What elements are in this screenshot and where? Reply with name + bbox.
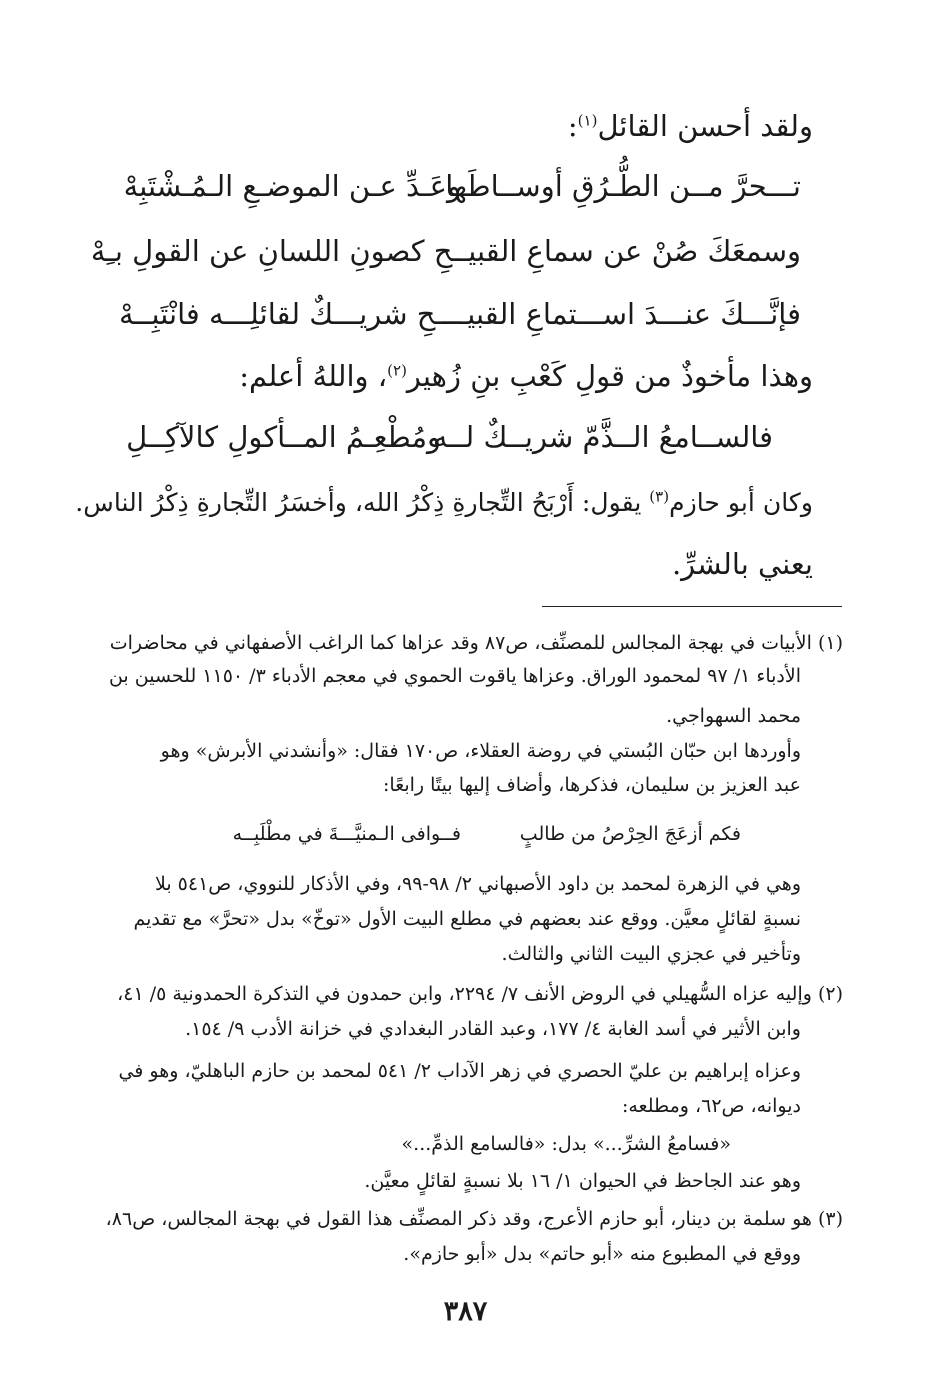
kaab-text-end: ، واللهُ أعلم: (239, 359, 388, 393)
footnote-line-12: ديوانه، ص٦٢، ومطلعه: (621, 1095, 801, 1117)
intro-line (567, 109, 813, 143)
verse-2-first-hemistich: وسمعَكَ صُنْ عن سماعِ القبيــ (451, 234, 801, 268)
footnote-line-3: محمد السهواجي. (666, 705, 801, 727)
verse-2-second-hemistich: ـحِ كصونِ اللسانِ عن القولِ بـِهْ (90, 234, 461, 268)
footnote-verse-second-hemistich: فــوافى الـمنيَّـــةَ في مطْلَبِــه (232, 823, 461, 845)
intro-text: ولقد أحسن القائل (597, 109, 813, 143)
footnote-ref-3[interactable]: (٣) (649, 487, 670, 506)
footnote-line-11: وعزاه إبراهيم بن عليّ الحصري في زهر الآداب ٢/ ٥٤١ لمحمد بن حازم الباهليّ، وهو في (118, 1060, 801, 1082)
kaab-text: وهذا مأخوذٌ من قولِ كَعْبِ بنِ زُهير (406, 359, 813, 393)
verse-1-first-hemistich: تـــحرَّ مــن الطُّـرُقِ أوســاطَها (445, 169, 801, 203)
verse-1-second-hemistich: وعَـدِّ عـن الموضـعِ الـمُـشْتَبِهْ (123, 169, 461, 203)
footnote-verse-first-hemistich: فكم أزعَجَ الحِرْصُ من طالبٍ (519, 823, 741, 845)
abu-hazim-quote: يقول: أَرْبَحُ التِّجارةِ ذِكْرُ الله، وأخسَرُ التِّجارةِ ذِكْرُ الناس. (75, 488, 650, 517)
footnote-line-13: «فسامعُ الشرِّ...» بدل: «فالسامع الذمِّ...» (401, 1133, 731, 1155)
footnote-line-10: وابن الأثير في أسد الغابة ٤/ ١٧٧، وعبد القادر البغدادي في خزانة الأدب ٩/ ١٥٤. (185, 1018, 801, 1040)
kaab-verse-second-hemistich: ومُطْعِـمُ المــأكولِ كالآكِــلِ (126, 420, 441, 454)
abu-hazim-text: وكان أبو حازم (669, 488, 813, 517)
footnote-line-9: (٢) وإليه عزاه السُّهيلي في الروض الأنف ٧/ ٢٢٩٤، وابن حمدون في التذكرة الحمدونية ٥/ ٤١، (117, 983, 843, 1005)
verse-3-second-hemistich: ـــحِ شريـــكٌ لقائلِـــه فانْتَبِــهْ (118, 297, 461, 331)
verse-3-first-hemistich: فإنَّـــكَ عنـــدَ اســـتماعِ القبيـــ (441, 297, 801, 331)
footnote-line-2: الأدباء ١/ ٩٧ لمحمود الوراق. وعزاها ياقوت الحموي في معجم الأدباء ٣/ ١١٥٠ للحسين بن (108, 665, 801, 687)
page-number: ٣٨٧ (443, 1296, 488, 1327)
footnote-line-7: نسبةٍ لقائلٍ معيَّن. ووقع عند بعضهم في مطلع البيت الأول «توخّ» بدل «تحرَّ» مع تقديم (133, 908, 801, 930)
footnote-line-6: وهي في الزهرة لمحمد بن داود الأصبهاني ٢/ ٩٨-٩٩، وفي الأذكار للنووي، ص٥٤١ بلا (155, 873, 801, 895)
footnote-line-16: ووقع في المطبوع منه «أبو حاتم» بدل «أبو حازم». (403, 1243, 801, 1265)
kaab-verse-first-hemistich: فالســامعُ الــذَّمّ شريــكٌ لــه (432, 420, 773, 454)
kaab-attribution-line (239, 359, 813, 393)
footnote-line-8: وتأخير في عجزي البيت الثاني والثالث. (501, 943, 801, 965)
footnote-line-14: وهو عند الجاحظ في الحيوان ١/ ١٦ بلا نسبةٍ لقائلٍ معيَّن. (364, 1170, 801, 1192)
footnote-line-5: عبد العزيز بن سليمان، فذكرها، وأضاف إليها بيتًا رابعًا: (383, 774, 801, 796)
footnote-line-4: وأوردها ابن حبّان البُستي في روضة العقلاء، ص١٧٠ فقال: «وأنشدني الأبرش» وهو (160, 740, 801, 762)
footnote-separator (542, 606, 842, 607)
intro-colon: : (567, 109, 578, 143)
footnote-ref-2[interactable]: (٢) (387, 361, 407, 380)
footnote-line-15: (٣) هو سلمة بن دينار، أبو حازم الأعرج، وقد ذكر المصنِّف هذا القول في بهجة المجالس، ص٨٦، (105, 1208, 843, 1230)
footnote-ref-1[interactable]: (١) (577, 111, 598, 130)
abu-hazim-line (75, 487, 813, 517)
yani-line: يعني بالشرِّ. (671, 547, 813, 581)
footnote-line-1: (١) الأبيات في بهجة المجالس للمصنِّف، ص٨٧ وقد عزاها كما الراغب الأصفهاني في محاضرات (109, 632, 843, 654)
